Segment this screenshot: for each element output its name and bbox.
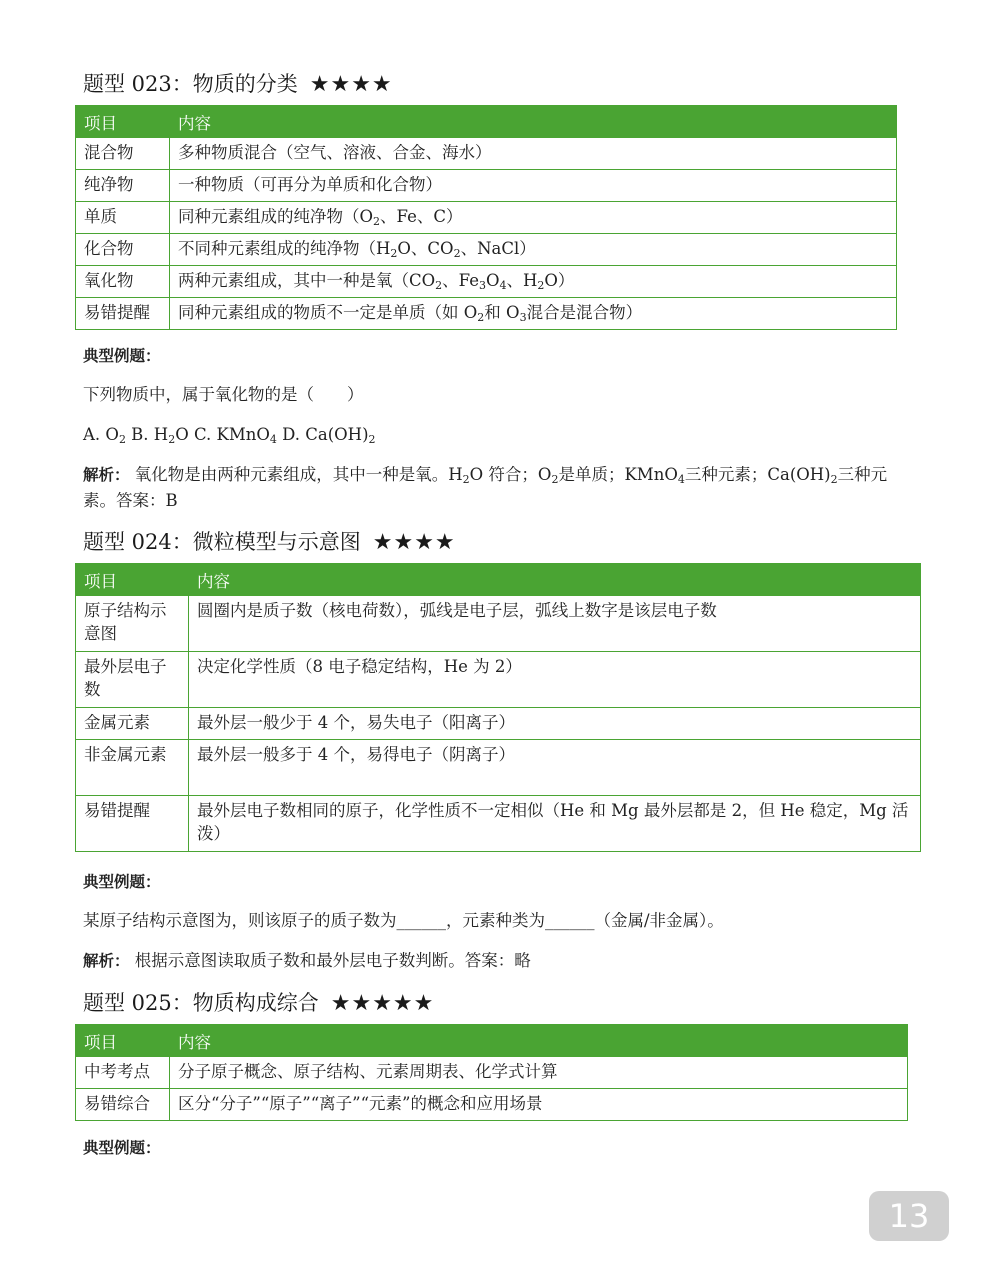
table-header-row [76,564,921,596]
row-content: 不同种元素组成的纯净物（$H_2O$、$CO_2$、NaCl） [170,234,897,266]
page-number-badge: 13 [869,1191,949,1241]
table-row [76,740,921,796]
header-content: 内容 [189,564,921,596]
analysis-paragraph [83,948,531,974]
table-row [76,266,897,298]
row-item: 易错提醒 [76,298,170,330]
row-content: 分子原子概念、原子结构、元素周期表、化学式计算 [170,1057,908,1089]
table-row [76,1057,908,1089]
row-content: 区分“分子”“原子”“离子”“元素”的概念和应用场景 [170,1089,908,1121]
row-item: 易错提醒 [76,796,189,852]
row-content: 一种物质（可再分为单质和化合物） [170,170,897,202]
row-content: 圆圈内是质子数（核电荷数），弧线是电子层，弧线上数字是该层电子数 [189,596,921,652]
header-item: 项目 [76,564,189,596]
row-content: 最外层一般多于 4 个，易得电子（阴离子） [189,740,921,796]
section-title-text: 题型 024：微粒模型与示意图 [83,530,361,554]
header-item: 项目 [76,106,170,138]
table-row [76,708,921,740]
row-content: 决定化学性质（8 电子稳定结构，He 为 2） [189,652,921,708]
analysis-paragraph [83,462,905,514]
analysis-text: 氧化物是由两种元素组成，其中一种是氧。$H_2O$ 符合；$O_2$是单质；KMnO$_4$三种元素；$Ca(OH)_2$三种元素。答案：B [83,465,888,510]
classification-table [75,105,897,330]
difficulty-stars: ★★★★ [372,530,456,555]
table-row [76,1089,908,1121]
row-item: 原子结构示意图 [76,596,189,652]
header-content: 内容 [170,106,897,138]
analysis-label: 解析： [83,952,130,970]
row-content: 两种元素组成，其中一种是氧（$CO_2$、$Fe_3O_4$、$H_2O$） [170,266,897,298]
table-row [76,596,921,652]
difficulty-stars: ★★★★★ [330,991,435,1016]
table-row [76,138,897,170]
row-item: 最外层电子数 [76,652,189,708]
table-row [76,170,897,202]
row-content: 同种元素组成的纯净物（$O_2$、Fe、C） [170,202,897,234]
row-item: 易错综合 [76,1089,170,1121]
row-content: 最外层一般少于 4 个，易失电子（阳离子） [189,708,921,740]
example-label: 典型例题： [83,1139,161,1157]
table-header-row [76,106,897,138]
row-item: 氧化物 [76,266,170,298]
table-row [76,234,897,266]
header-content: 内容 [170,1025,908,1057]
row-item: 单质 [76,202,170,234]
row-item: 非金属元素 [76,740,189,796]
analysis-text: 根据示意图读取质子数和最外层电子数判断。答案：略 [134,951,531,970]
table-row [76,202,897,234]
section-title [83,527,456,558]
particle-model-table [75,563,921,852]
table-row [76,298,897,330]
row-item: 金属元素 [76,708,189,740]
section-title [83,69,393,100]
difficulty-stars: ★★★★ [309,72,393,97]
section-title-text: 题型 023：物质的分类 [83,72,298,96]
section-title-text: 题型 025：物质构成综合 [83,991,319,1015]
analysis-label: 解析： [83,466,130,484]
section-title [83,988,434,1019]
composition-table [75,1024,908,1121]
table-row [76,652,921,708]
row-item: 中考考点 [76,1057,170,1089]
example-label: 典型例题： [83,873,161,891]
row-item: 化合物 [76,234,170,266]
example-label: 典型例题： [83,347,161,365]
row-item: 纯净物 [76,170,170,202]
row-content: 最外层电子数相同的原子，化学性质不一定相似（He 和 Mg 最外层都是 2，但 He 稳定，Mg 活泼） [189,796,921,852]
question-text: 下列物质中，属于氧化物的是（ ） [83,385,364,404]
row-item: 混合物 [76,138,170,170]
table-header-row [76,1025,908,1057]
question-text: 某原子结构示意图为，则该原子的质子数为______，元素种类为______（金属/非金属）。 [83,911,724,930]
header-item: 项目 [76,1025,170,1057]
row-content: 多种物质混合（空气、溶液、合金、海水） [170,138,897,170]
question-options: A. $O_2$ B. $H_2O$ C. KMnO$_4$ D. $Ca(OH)_2$ [83,425,376,446]
table-row [76,796,921,852]
row-content: 同种元素组成的物质不一定是单质（如 $O_2$和 $O_3$混合是混合物） [170,298,897,330]
